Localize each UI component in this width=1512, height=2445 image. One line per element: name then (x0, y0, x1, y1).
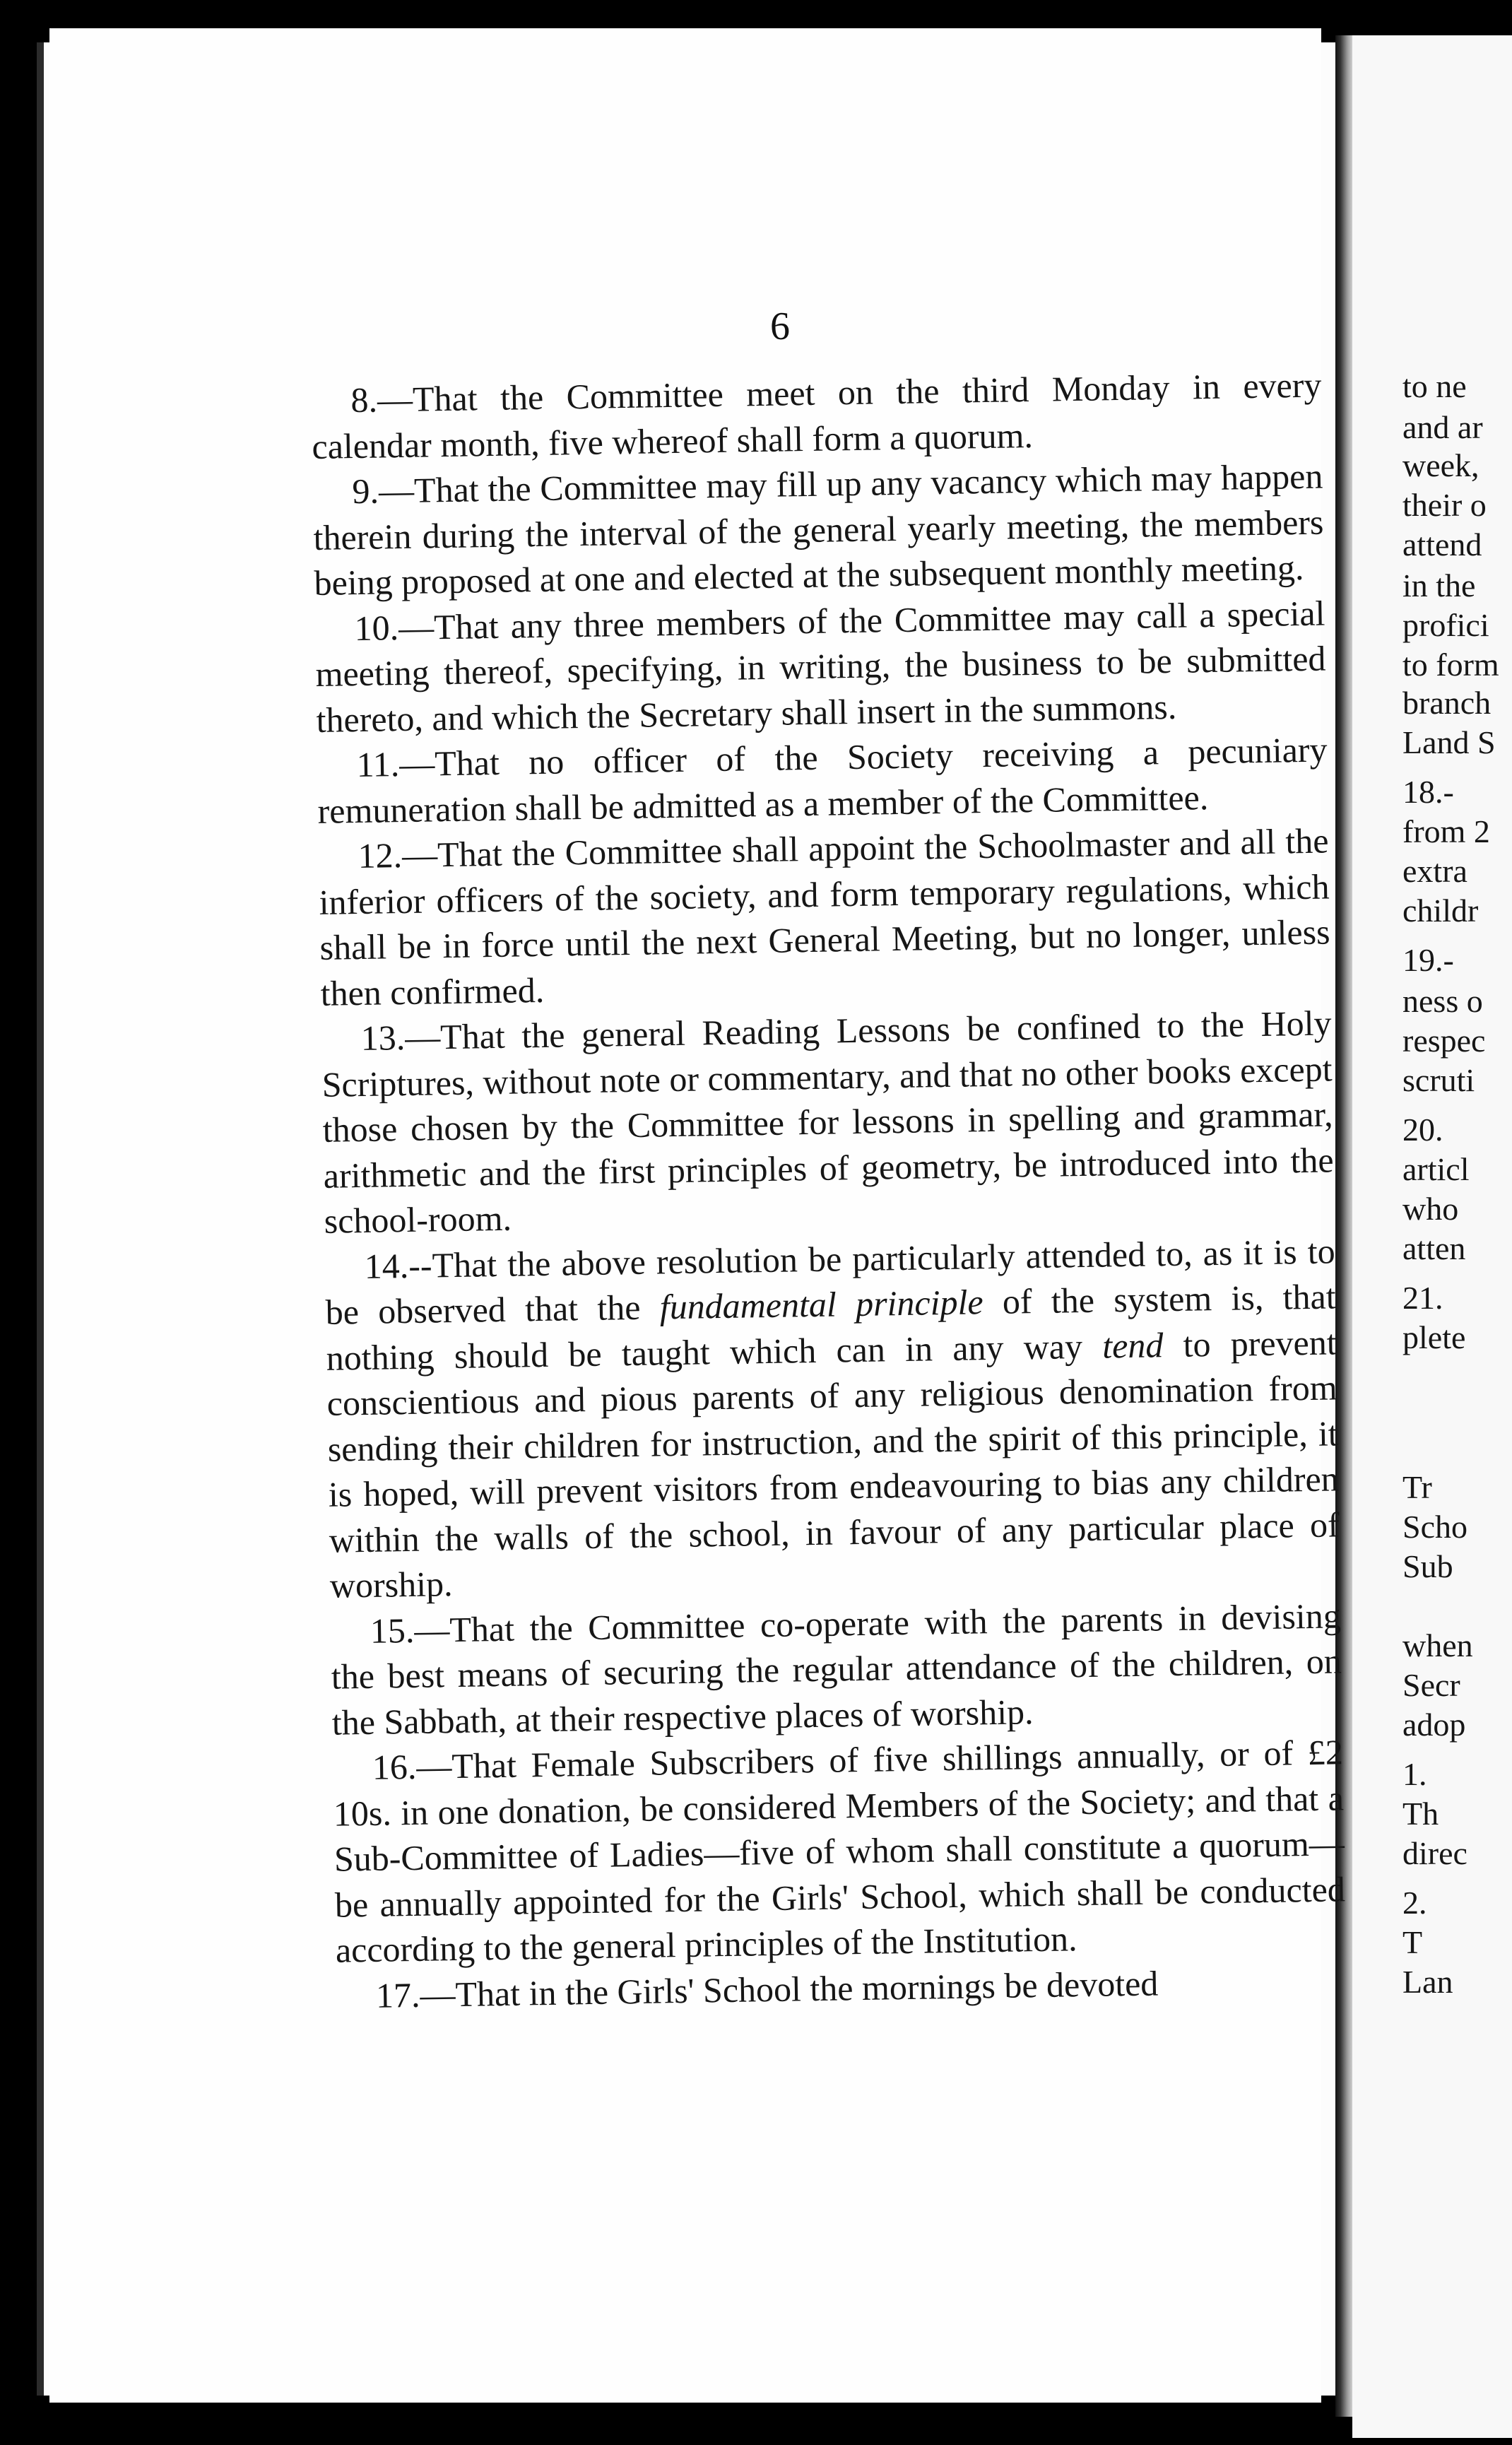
rule-paragraph (314, 590, 1327, 743)
rule-text: That no officer of the Society receiving a pecuniary remuneration shall be admitted as a member of the Committee. (317, 729, 1328, 831)
facing-page-fragment: to ne (1402, 368, 1467, 404)
facing-page-fragment: and ar (1402, 409, 1483, 445)
rule-paragraph (318, 818, 1331, 1015)
rule-paragraph (332, 1729, 1346, 1973)
facing-page-fragment: direc (1402, 1835, 1467, 1871)
rule-paragraph (312, 454, 1325, 606)
rule-number: 9.— (352, 470, 415, 512)
facing-page-fragment: 21. (1402, 1280, 1443, 1316)
rule-number: 13.— (360, 1017, 441, 1059)
facing-page-fragment: Th (1402, 1796, 1439, 1832)
rule-emphasis: tend (1101, 1324, 1164, 1366)
rule-number: 15.— (370, 1609, 450, 1651)
rule-paragraph (321, 1000, 1335, 1244)
rule-text: That any three members of the Committee may call a special meeting thereof, specifying, in writing, the business to be submitted thereto, and which the Secretary shall insert in the summons. (315, 592, 1326, 740)
rule-paragraph (324, 1228, 1340, 1608)
rule-number: 10.— (354, 606, 435, 648)
body-text (311, 363, 1347, 2019)
book-gutter (1335, 35, 1352, 2417)
rule-text: That the above resolution be particularly attended to, as it is to be observed that the (325, 1230, 1336, 1332)
facing-page-fragment: attend (1402, 526, 1482, 562)
rule-text: That the Committee co-operate with the parents in devising the best means of securing the regular attendance of the children, on the Sabbath, at their respective places of worship. (331, 1595, 1342, 1743)
rule-text: That in the Girls' School the mornings be devoted (455, 1962, 1159, 2014)
facing-page-fragment: Land S (1402, 724, 1496, 760)
rule-number: 8.— (350, 379, 413, 420)
rule-text: That the Committee may fill up any vacancy which may happen therein during the interval of the general yearly meeting, the members being proposed at one and elected at the subsequent monthly meeting. (313, 456, 1324, 603)
rule-number: 14.-- (364, 1244, 432, 1286)
facing-page-fragment: profici (1402, 607, 1489, 643)
facing-page-fragment: childr (1402, 892, 1479, 929)
facing-page-fragment: extra (1402, 853, 1467, 889)
facing-page-fragment: who (1402, 1191, 1459, 1227)
facing-page-fragment: 19.- (1402, 942, 1454, 978)
facing-page-fragment: when (1402, 1627, 1473, 1663)
facing-page-fragment: branch (1402, 685, 1492, 721)
facing-page-fragment: T (1402, 1924, 1423, 1960)
facing-page-fragment: Scho (1402, 1509, 1467, 1545)
rule-number: 12.— (358, 835, 438, 876)
rule-paragraph (311, 363, 1323, 469)
facing-page-fragment: atten (1402, 1230, 1466, 1266)
facing-page-fragment: week, (1402, 447, 1479, 483)
rule-text: That the general Reading Lessons be confined to the Holy Scriptures, without note or commentary, and that no other books except those chosen by the Committee for lessons in spelling and grammar, arithmetic and the first principles of geometry, be introduced into the school-room. (321, 1003, 1334, 1241)
facing-page-fragment: from 2 (1402, 813, 1490, 849)
facing-page-fragment: ness o (1402, 983, 1483, 1019)
rule-text: to prevent conscientious and pious parents of any religious denomination from sending their children for instruction, and the spirit of this principle, it is hoped, will prevent visitors from endeavouring to bias any children within the walls of the school, in favour of any particular place of worship. (326, 1321, 1340, 1606)
rule-number: 11.— (356, 743, 435, 785)
facing-page-fragment: Lan (1402, 1964, 1453, 2000)
facing-page-fragment: 20. (1402, 1112, 1443, 1148)
rule-text: of the system is, that nothing should be taught which can in any way (326, 1276, 1337, 1378)
facing-page-fragment: articl (1402, 1151, 1470, 1187)
facing-page-fragment: their o (1402, 487, 1487, 523)
facing-page-fragment: to form (1402, 647, 1499, 683)
facing-page-fragment: Sub (1402, 1548, 1453, 1584)
facing-page-fragment: respec (1402, 1023, 1486, 1059)
facing-page-fragment: 1. (1402, 1756, 1427, 1792)
facing-page-fragment: 2. (1402, 1885, 1427, 1921)
rule-paragraph (330, 1593, 1342, 1745)
page-number: 6 (770, 305, 790, 348)
rule-number: 17.— (375, 1974, 456, 2015)
facing-page-fragment: Secr (1402, 1667, 1460, 1703)
facing-page-fragment: 18.- (1402, 774, 1454, 810)
rule-paragraph (317, 726, 1328, 833)
facing-page-fragment: in the (1402, 567, 1476, 603)
rule-text: That the Committee shall appoint the Schoolmaster and all the inferior officers of the society, and form temporary regulations, which shall be in force until the next General Meeting, but no longer, unless then confirmed. (319, 820, 1330, 1013)
rule-number: 16.— (372, 1746, 452, 1787)
facing-page-fragment: scruti (1402, 1062, 1475, 1098)
rule-text: That the Committee meet on the third Monday in every calendar month, five whereof shall form a quorum. (312, 365, 1322, 466)
facing-page-fragment: Tr (1402, 1469, 1432, 1505)
facing-page-fragment: adop (1402, 1707, 1466, 1743)
rule-text: That Female Subscribers of five shillings annually, or of £2 10s. in one donation, be considered Members of the Society; and that a Sub-Committee of Ladies—five of whom shall constitute a quorum—be annually appointed for the Girls' School, which shall be conducted according to the general principles of the Institution. (333, 1732, 1346, 1970)
rule-emphasis: fundamental principle (659, 1282, 984, 1327)
facing-page-fragment: plete (1402, 1319, 1466, 1355)
